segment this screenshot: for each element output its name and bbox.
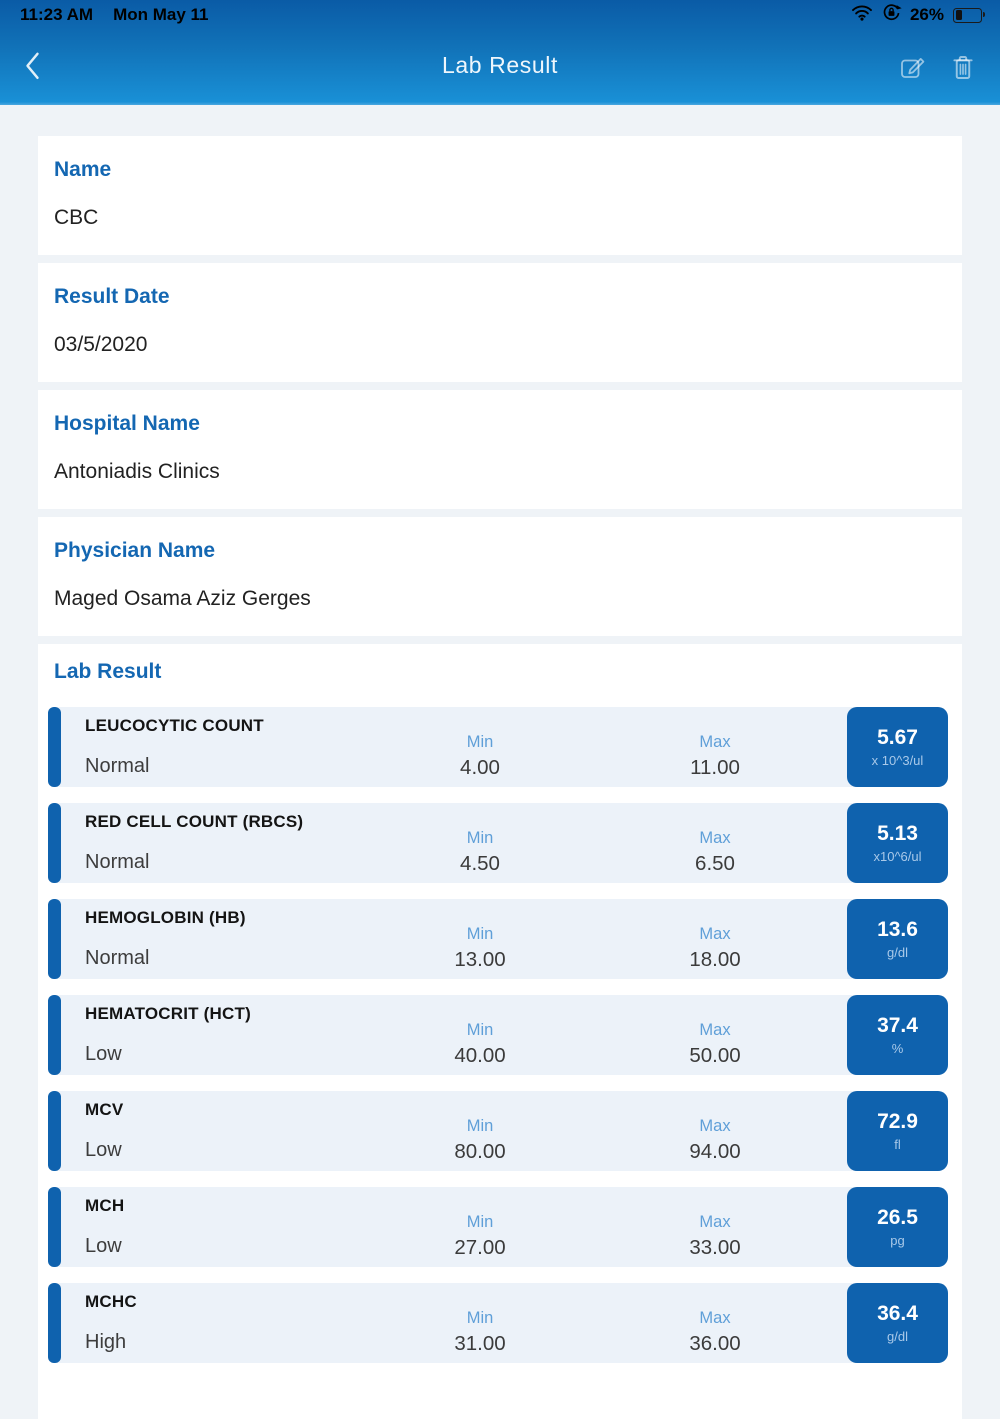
lab-section-title: Lab Result bbox=[54, 660, 162, 683]
row-accent-bar bbox=[48, 1091, 61, 1171]
clock-time: 11:23 AM bbox=[20, 5, 94, 24]
status-bar-left bbox=[20, 5, 209, 25]
min-column bbox=[420, 1117, 540, 1164]
content-area bbox=[0, 105, 1000, 1419]
test-name: MCHC bbox=[85, 1292, 137, 1311]
row-accent-bar bbox=[48, 995, 61, 1075]
row-accent-bar bbox=[48, 899, 61, 979]
status-bar-right bbox=[851, 3, 982, 27]
orientation-lock-icon bbox=[882, 3, 901, 27]
min-column bbox=[420, 733, 540, 780]
max-column bbox=[655, 1117, 775, 1164]
max-label: Max bbox=[699, 925, 731, 943]
test-status: Normal bbox=[85, 755, 150, 777]
info-card-value: Maged Osama Aziz Gerges bbox=[54, 587, 311, 610]
lab-result-row[interactable] bbox=[48, 707, 948, 787]
lab-result-row[interactable] bbox=[48, 1283, 948, 1363]
test-name: LEUCOCYTIC COUNT bbox=[85, 716, 264, 735]
min-column bbox=[420, 1021, 540, 1068]
status-bar bbox=[0, 0, 1000, 28]
test-status: Normal bbox=[85, 947, 150, 969]
test-name: HEMOGLOBIN (HB) bbox=[85, 908, 246, 927]
min-column bbox=[420, 925, 540, 972]
trash-icon bbox=[950, 53, 976, 81]
result-unit: % bbox=[891, 1041, 904, 1056]
test-status: Low bbox=[85, 1235, 122, 1257]
lab-result-row[interactable] bbox=[48, 803, 948, 883]
info-card-value: CBC bbox=[54, 206, 99, 229]
min-label: Min bbox=[466, 1117, 494, 1135]
min-label: Min bbox=[466, 1213, 494, 1231]
battery-icon bbox=[953, 8, 982, 23]
test-status: Low bbox=[85, 1043, 122, 1065]
min-value: 27.00 bbox=[454, 1236, 506, 1259]
page-title: Lab Result bbox=[442, 51, 558, 78]
max-column bbox=[655, 1309, 775, 1356]
row-accent-bar bbox=[48, 1283, 61, 1363]
max-label: Max bbox=[699, 1117, 731, 1135]
info-cards bbox=[0, 105, 1000, 636]
max-value: 33.00 bbox=[689, 1236, 741, 1259]
min-label: Min bbox=[466, 1021, 494, 1039]
max-value: 50.00 bbox=[689, 1044, 741, 1067]
lab-rows bbox=[48, 707, 948, 1363]
result-value: 13.6 bbox=[877, 918, 918, 941]
row-accent-bar bbox=[48, 803, 61, 883]
result-value-box bbox=[847, 803, 948, 883]
min-label: Min bbox=[466, 829, 494, 847]
info-card-label: Result Date bbox=[54, 285, 170, 308]
min-value: 4.50 bbox=[460, 852, 500, 875]
test-name: MCH bbox=[85, 1196, 125, 1215]
test-status: Normal bbox=[85, 851, 150, 873]
result-value: 72.9 bbox=[877, 1110, 918, 1133]
max-column bbox=[655, 1021, 775, 1068]
max-value: 11.00 bbox=[690, 756, 740, 779]
lab-result-row[interactable] bbox=[48, 995, 948, 1075]
battery-fill bbox=[956, 10, 962, 20]
result-value: 36.4 bbox=[877, 1302, 918, 1325]
result-value: 26.5 bbox=[877, 1206, 918, 1229]
row-accent-bar bbox=[48, 707, 61, 787]
info-card bbox=[38, 517, 962, 636]
clock-date: Mon May 11 bbox=[113, 5, 209, 24]
test-name: HEMATOCRIT (HCT) bbox=[85, 1004, 251, 1023]
max-value: 94.00 bbox=[689, 1140, 741, 1163]
max-column bbox=[655, 1213, 775, 1260]
max-column bbox=[655, 733, 775, 780]
result-value: 37.4 bbox=[877, 1014, 918, 1037]
test-status: Low bbox=[85, 1139, 122, 1161]
min-label: Min bbox=[466, 925, 494, 943]
nav-bar bbox=[0, 28, 1000, 105]
info-card bbox=[38, 263, 962, 382]
lab-result-row[interactable] bbox=[48, 899, 948, 979]
result-unit: g/dl bbox=[887, 945, 908, 960]
result-unit: g/dl bbox=[887, 1329, 908, 1344]
max-value: 6.50 bbox=[695, 852, 735, 875]
test-name: MCV bbox=[85, 1100, 124, 1119]
min-column bbox=[420, 1213, 540, 1260]
min-label: Min bbox=[466, 1309, 494, 1327]
max-label: Max bbox=[699, 1213, 731, 1231]
max-value: 18.00 bbox=[689, 948, 741, 971]
info-card-value: 03/5/2020 bbox=[54, 333, 148, 356]
min-label: Min bbox=[466, 733, 494, 751]
result-unit: x 10^3/ul bbox=[871, 753, 924, 768]
app-header bbox=[0, 0, 1000, 105]
min-value: 4.00 bbox=[460, 756, 500, 779]
result-value: 5.67 bbox=[877, 726, 918, 749]
battery-cap bbox=[983, 12, 986, 17]
result-value-box bbox=[847, 1187, 948, 1267]
info-card-label: Hospital Name bbox=[54, 412, 200, 435]
max-label: Max bbox=[699, 733, 731, 751]
max-label: Max bbox=[699, 1309, 731, 1327]
info-card-label: Physician Name bbox=[54, 539, 216, 562]
delete-button[interactable] bbox=[950, 53, 976, 81]
edit-pencil-icon bbox=[898, 53, 926, 81]
lab-result-row[interactable] bbox=[48, 1187, 948, 1267]
row-accent-bar bbox=[48, 1187, 61, 1267]
lab-result-row[interactable] bbox=[48, 1091, 948, 1171]
result-value-box bbox=[847, 899, 948, 979]
result-value-box bbox=[847, 707, 948, 787]
result-unit: fl bbox=[894, 1137, 901, 1152]
battery-percent: 26% bbox=[909, 5, 944, 24]
info-card-value: Antoniadis Clinics bbox=[54, 460, 220, 483]
lab-result-card bbox=[38, 644, 962, 1419]
max-label: Max bbox=[699, 829, 731, 847]
max-label: Max bbox=[699, 1021, 731, 1039]
wifi-icon bbox=[851, 4, 873, 26]
max-column bbox=[655, 925, 775, 972]
min-value: 31.00 bbox=[454, 1332, 506, 1355]
edit-button[interactable] bbox=[898, 53, 926, 81]
test-status: High bbox=[85, 1331, 127, 1353]
info-card-label: Name bbox=[54, 158, 112, 181]
max-value: 36.00 bbox=[689, 1332, 741, 1355]
result-value-box bbox=[847, 1091, 948, 1171]
info-card bbox=[38, 390, 962, 509]
min-column bbox=[420, 829, 540, 876]
min-value: 80.00 bbox=[454, 1140, 506, 1163]
result-value-box bbox=[847, 995, 948, 1075]
min-value: 40.00 bbox=[454, 1044, 506, 1067]
nav-actions bbox=[898, 53, 976, 81]
result-value: 5.13 bbox=[877, 822, 918, 845]
test-name: RED CELL COUNT (RBCS) bbox=[85, 812, 304, 831]
min-column bbox=[420, 1309, 540, 1356]
result-unit: pg bbox=[890, 1233, 905, 1248]
result-unit: x10^6/ul bbox=[873, 849, 922, 864]
min-value: 13.00 bbox=[454, 948, 506, 971]
result-value-box bbox=[847, 1283, 948, 1363]
info-card bbox=[38, 136, 962, 255]
max-column bbox=[655, 829, 775, 876]
